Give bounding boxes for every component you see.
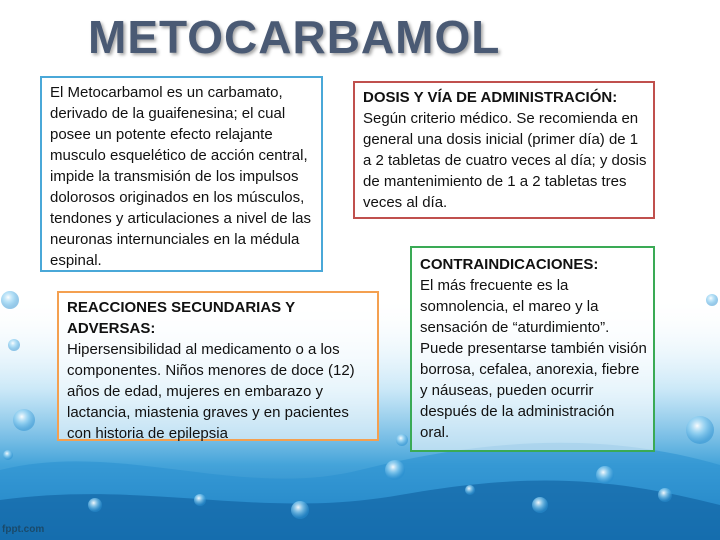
- contraindicaciones-box: [410, 246, 655, 452]
- water-drop: [8, 339, 20, 351]
- contraindicaciones-heading: CONTRAINDICACIONES:: [420, 256, 599, 273]
- reacciones-box: [57, 291, 379, 441]
- water-drop: [465, 485, 475, 495]
- water-drop: [396, 434, 408, 446]
- reacciones-text: Hipersensibilidad al medicamento o a los componentes. Niños menores de doce (12) años de edad, mujeres en embarazo y lactancia, miastenia graves y en pacientes con historia de epilepsia: [67, 341, 355, 442]
- water-drop: [194, 494, 206, 506]
- intro-box: [40, 76, 323, 272]
- dosis-box: [353, 81, 655, 219]
- contraindicaciones-text: El más frecuente es la somnolencia, el mareo y la sensación de “aturdimiento”. Puede presentarse también visión borrosa, cefalea, anorexia, fiebre y náuseas, pueden ocurrir después de la administración oral.: [420, 277, 647, 441]
- water-drop: [88, 498, 102, 512]
- water-drop: [1, 291, 19, 309]
- water-drop: [658, 488, 672, 502]
- slide-title: METOCARBAMOL: [88, 11, 501, 63]
- water-drop: [706, 294, 718, 306]
- water-drop: [686, 416, 714, 444]
- intro-text: El Metocarbamol es un carbamato, derivado de la guaifenesina; el cual posee un potente efecto relajante musculo esquelético de acción central, impide la transmisión de los impulsos dolorosos originados en los músculos, tendones y articulaciones a nivel de las neuronas internunciales en la médula espinal.: [50, 84, 311, 269]
- water-drop: [13, 409, 35, 431]
- dosis-heading: DOSIS Y VÍA DE ADMINISTRACIÓN:: [363, 89, 618, 106]
- fppt-watermark: fppt.com: [2, 524, 45, 535]
- dosis-text: Según criterio médico. Se recomienda en general una dosis inicial (primer día) de 1 a 2 tabletas de cuatro veces al día; y dosis de mantenimiento de 1 a 2 tabletas tres veces al día.: [363, 110, 647, 211]
- water-drop: [3, 450, 13, 460]
- water-drop: [291, 501, 309, 519]
- water-drop: [532, 497, 548, 513]
- water-drop: [596, 466, 614, 484]
- reacciones-heading: REACCIONES SECUNDARIAS Y ADVERSAS:: [67, 299, 295, 337]
- water-drop: [385, 460, 405, 480]
